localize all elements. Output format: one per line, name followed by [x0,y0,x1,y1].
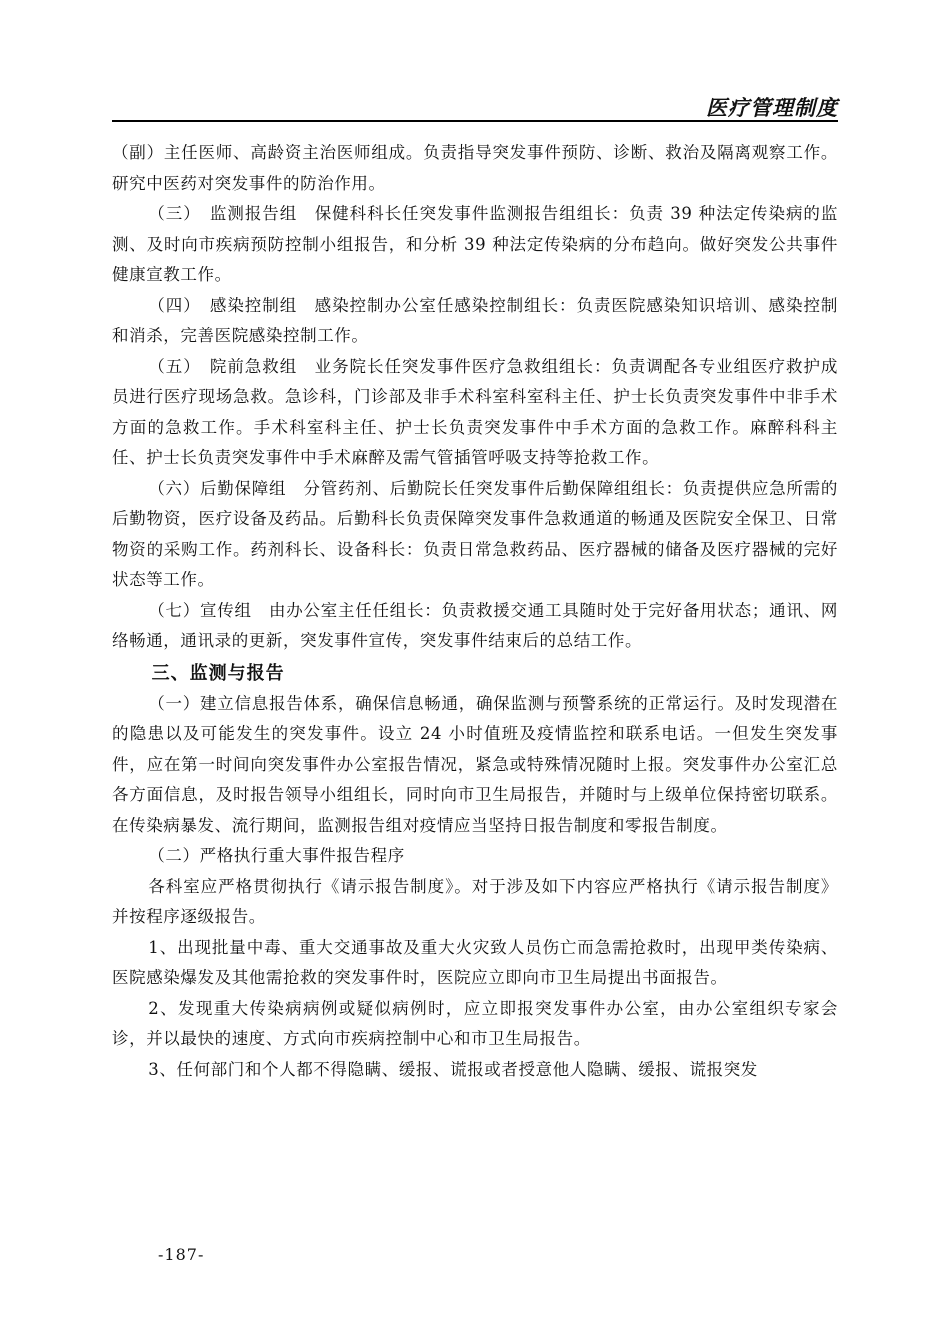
paragraph-continuation: （副）主任医师、高龄资主治医师组成。负责指导突发事件预防、诊断、救治及隔离观察工作。研究中医药对突发事件的防治作用。 [112,143,838,193]
header-title: 医疗管理制度 [706,96,838,120]
paragraph-reporting-system: （一）建立信息报告体系，确保信息畅通，确保监测与预警系统的正常运行。及时发现潜在的隐患以及可能发生的突发事件。设立 24 小时值班及疫情监控和联系电话。一但发生突发事件，应在第一时间向突发事件办公室报告情况，紧急或特殊情况随时上报。突发事件办公室汇总各方面信息，及时报告领导小组组长，同时向市卫生局报告，并随时与上级单位保持密切联系。在传染病暴发、流行期间，监测报告组对疫情应当坚持日报告制度和零报告制度。 [112,693,838,835]
paragraph-reporting-rules: 各科室应严格贯彻执行《请示报告制度》。对于涉及如下内容应严格执行《请示报告制度》并按程序逐级报告。 [112,876,838,926]
paragraph-prehospital-first-aid-group: （五） 院前急救组 业务院长任突发事件医疗急救组组长：负责调配各专业组医疗救护成员进行医疗现场急救。急诊科，门诊部及非手术科室科室科主任、护士长负责突发事件中非手术方面的急救工作。手术科室科主任、护士长负责突发事件中手术方面的急救工作。麻醉科科主任、护士长负责突发事件中手术麻醉及需气管插管呼吸支持等抢救工作。 [112,356,838,467]
paragraph-publicity-group: （七）宣传组 由办公室主任任组长：负责救援交通工具随时处于完好备用状态；通讯、网络畅通，通讯录的更新，突发事件宣传，突发事件结束后的总结工作。 [112,600,838,650]
header-divider [112,120,838,122]
page-number: -187- [158,1245,205,1264]
list-item-2: 2、发现重大传染病病例或疑似病例时，应立即报突发事件办公室，由办公室组织专家会诊，并以最快的速度、方式向市疾病控制中心和市卫生局报告。 [112,998,838,1048]
list-item-1: 1、出现批量中毒、重大交通事故及重大火灾致人员伤亡而急需抢救时，出现甲类传染病、医院感染爆发及其他需抢救的突发事件时，医院应立即向市卫生局提出书面报告。 [112,937,838,987]
paragraph-reporting-procedure-title: （二）严格执行重大事件报告程序 [148,846,405,865]
paragraph-logistics-group: （六）后勤保障组 分管药剂、后勤院长任突发事件后勤保障组组长：负责提供应急所需的后勤物资，医疗设备及药品。后勤科长负责保障突发事件急救通道的畅通及医院安全保卫、日常物资的采购工作。药剂科长、设备科长：负责日常急救药品、医疗器械的储备及医疗器械的完好状态等工作。 [112,478,838,589]
list-item-3: 3、任何部门和个人都不得隐瞒、缓报、谎报或者授意他人隐瞒、缓报、谎报突发 [148,1059,758,1079]
document-body [112,138,838,1085]
section-heading: 三、监测与报告 [151,662,285,684]
paragraph-monitoring-group: （三） 监测报告组 保健科科长任突发事件监测报告组组长：负责 39 种法定传染病的监测、及时向市疾病预防控制小组报告，和分析 39 种法定传染病的分布趋向。做好突发公共事件健康宣教工作。 [112,204,838,284]
paragraph-infection-control-group: （四） 感染控制组 感染控制办公室任感染控制组长：负责医院感染知识培训、感染控制和消杀，完善医院感染控制工作。 [112,295,838,345]
